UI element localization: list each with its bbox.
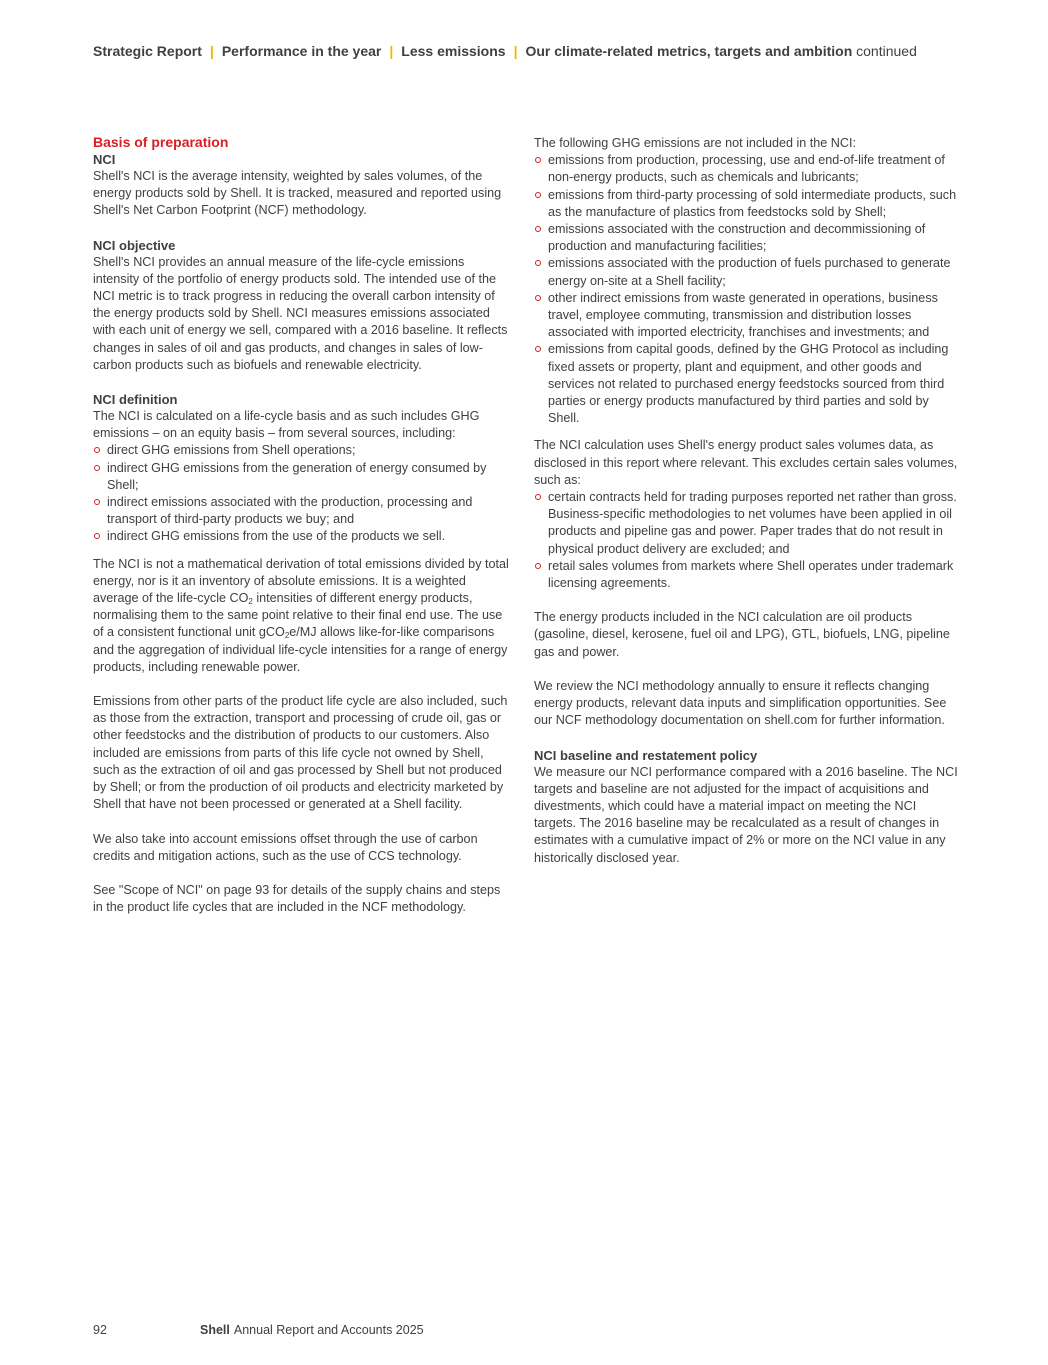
list-item: emissions from third-party processing of sold intermediate products, such as the manufacture of plastics from feedstocks sold by Shell; [534, 187, 959, 221]
section-heading-basis-of-preparation: Basis of preparation [93, 134, 229, 150]
breadcrumb-continued: continued [856, 43, 917, 59]
list-item: indirect emissions associated with the production, processing and transport of third-party products we buy; and [93, 494, 511, 528]
breadcrumb-separator: | [209, 43, 214, 59]
nci-objective-title: NCI objective [93, 237, 176, 253]
excluded-volumes-list [534, 489, 959, 592]
right-column [534, 135, 959, 867]
list-item: certain contracts held for trading purposes reported net rather than gross. Business-specific methodologies to net volumes have been applied in oil products and pipeline gas and power. Paper trades that do not result in physical product delivery are excluded; and [534, 489, 959, 558]
life-cycle-paragraph: Emissions from other parts of the product life cycle are also included, such as those from the extraction, transport and processing of crude oil, gas or other feedstocks and the distribution of products to our customers. Also included are emissions from parts of this life cycle not owned by Shell, such as the extraction of oil and gas processed by Shell but not produced by Shell; or from the production of oil products and electricity marketed by Shell that have not been processed or generated at a Shell facility. [93, 694, 508, 812]
left-column [93, 134, 511, 916]
offset-paragraph: We also take into account emissions offset through the use of carbon credits and mitigation actions, such as the use of CCS technology. [93, 831, 478, 863]
scope-reference-paragraph: See "Scope of NCI" on page 93 for details of the supply chains and steps in the product life cycles that are included in the NCF methodology. [93, 882, 501, 915]
nci-objective-paragraph: Shell's NCI provides an annual measure of the life-cycle emissions intensity of the portfolio of energy products sold. The intended use of the NCI metric is to track progress in reducing the overall carbon intensity of the energy products sold by Shell. NCI measures emissions associated with each unit of energy we sell, compared with a 2016 baseline. It reflects changes in sales of oil and gas products, and changes in sales of low-carbon products such as biofuels and renewable electricity. [93, 254, 508, 372]
nci-derivation-paragraph: The NCI is not a mathematical derivation of total emissions divided by total energy, nor is it an inventory of absolute emissions. It is a weighted average of the life-cycle $CO_2$ intensities of different energy products, normalising them to the same point relative to their final end use. The use of a consistent functional unit gCO$_2$e/MJ allows like-for-like comparisons and the aggregation of individual life-cycle intensities for a range of energy products, including renewable power. [93, 556, 509, 674]
list-item: emissions from capital goods, defined by the GHG Protocol as including fixed assets or property, plant and equipment, and other goods and services not related to purchased energy feedstocks sourced from third parties or energy products manufactured by third parties and sold by Shell. [534, 341, 959, 427]
breadcrumb-item-climate-metrics[interactable]: Our climate-related metrics, targets and ambition [525, 43, 853, 59]
nci-title: NCI [93, 152, 116, 167]
baseline-policy-title: NCI baseline and restatement policy [534, 747, 758, 763]
nci-definition-list [93, 442, 511, 545]
list-item: emissions associated with the construction and decommissioning of production and manufacturing facilities; [534, 221, 959, 255]
nci-definition-title: NCI definition [93, 392, 178, 408]
breadcrumb [93, 42, 993, 60]
list-item: retail sales volumes from markets where Shell operates under trademark licensing agreements. [534, 558, 959, 592]
list-item: other indirect emissions from waste generated in operations, business travel, employee commuting, transmission and distribution losses associated with imported electricity, franchises and investments; and [534, 290, 959, 342]
baseline-policy-paragraph: We measure our NCI performance compared with a 2016 baseline. The NCI targets and baseline are not adjusted for the impact of acquisitions and divestments, which could have a material impact on meeting the NCI targets. The 2016 baseline may be recalculated as a result of changes in estimates with a cumulative impact of 2% or more on the NCI value in any historically disclosed year. [534, 764, 958, 865]
list-item: direct GHG emissions from Shell operations; [93, 442, 511, 459]
breadcrumb-separator: | [513, 43, 518, 59]
brand-name: Shell [200, 1323, 230, 1337]
excluded-emissions-list [534, 152, 959, 427]
nci-paragraph: Shell's NCI is the average intensity, weighted by sales volumes, of the energy products sold by Shell. It is tracked, measured and reported using Shell's Net Carbon Footprint (NCF) methodology. [93, 169, 502, 218]
energy-products-paragraph: The energy products included in the NCI calculation are oil products (gasoline, diesel, kerosene, fuel oil and LPG), GTL, biofuels, LNG, pipeline gas and power. [534, 610, 950, 659]
page-number: 92 [93, 1323, 107, 1337]
list-item: emissions associated with the production of fuels purchased to generate energy on-site at a Shell facility; [534, 255, 959, 289]
nci-definition-intro: The NCI is calculated on a life-cycle basis and as such includes GHG emissions – on an equity basis – from several sources, including: [93, 409, 480, 441]
methodology-review-paragraph: We review the NCI methodology annually to ensure it reflects changing energy products, relevant data inputs and simplification opportunities. See our NCF methodology documentation on shell.com for further information. [534, 678, 947, 728]
breadcrumb-item-performance[interactable]: Performance in the year [221, 43, 382, 59]
footer-title [200, 1322, 424, 1338]
breadcrumb-item-less-emissions[interactable]: Less emissions [401, 43, 506, 59]
breadcrumb-item-strategic-report[interactable]: Strategic Report [93, 43, 202, 59]
list-item: indirect GHG emissions from the use of the products we sell. [93, 528, 511, 545]
excluded-intro: The following GHG emissions are not included in the NCI: [534, 136, 856, 150]
breadcrumb-separator: | [389, 43, 394, 59]
list-item: emissions from production, processing, use and end-of-life treatment of non-energy products, such as chemicals and lubricants; [534, 152, 959, 186]
volumes-intro: The NCI calculation uses Shell's energy product sales volumes data, as disclosed in this report where relevant. This excludes certain sales volumes, such as: [534, 438, 958, 487]
document-title: Annual Report and Accounts 2025 [233, 1323, 424, 1337]
list-item: indirect GHG emissions from the generation of energy consumed by Shell; [93, 460, 511, 494]
